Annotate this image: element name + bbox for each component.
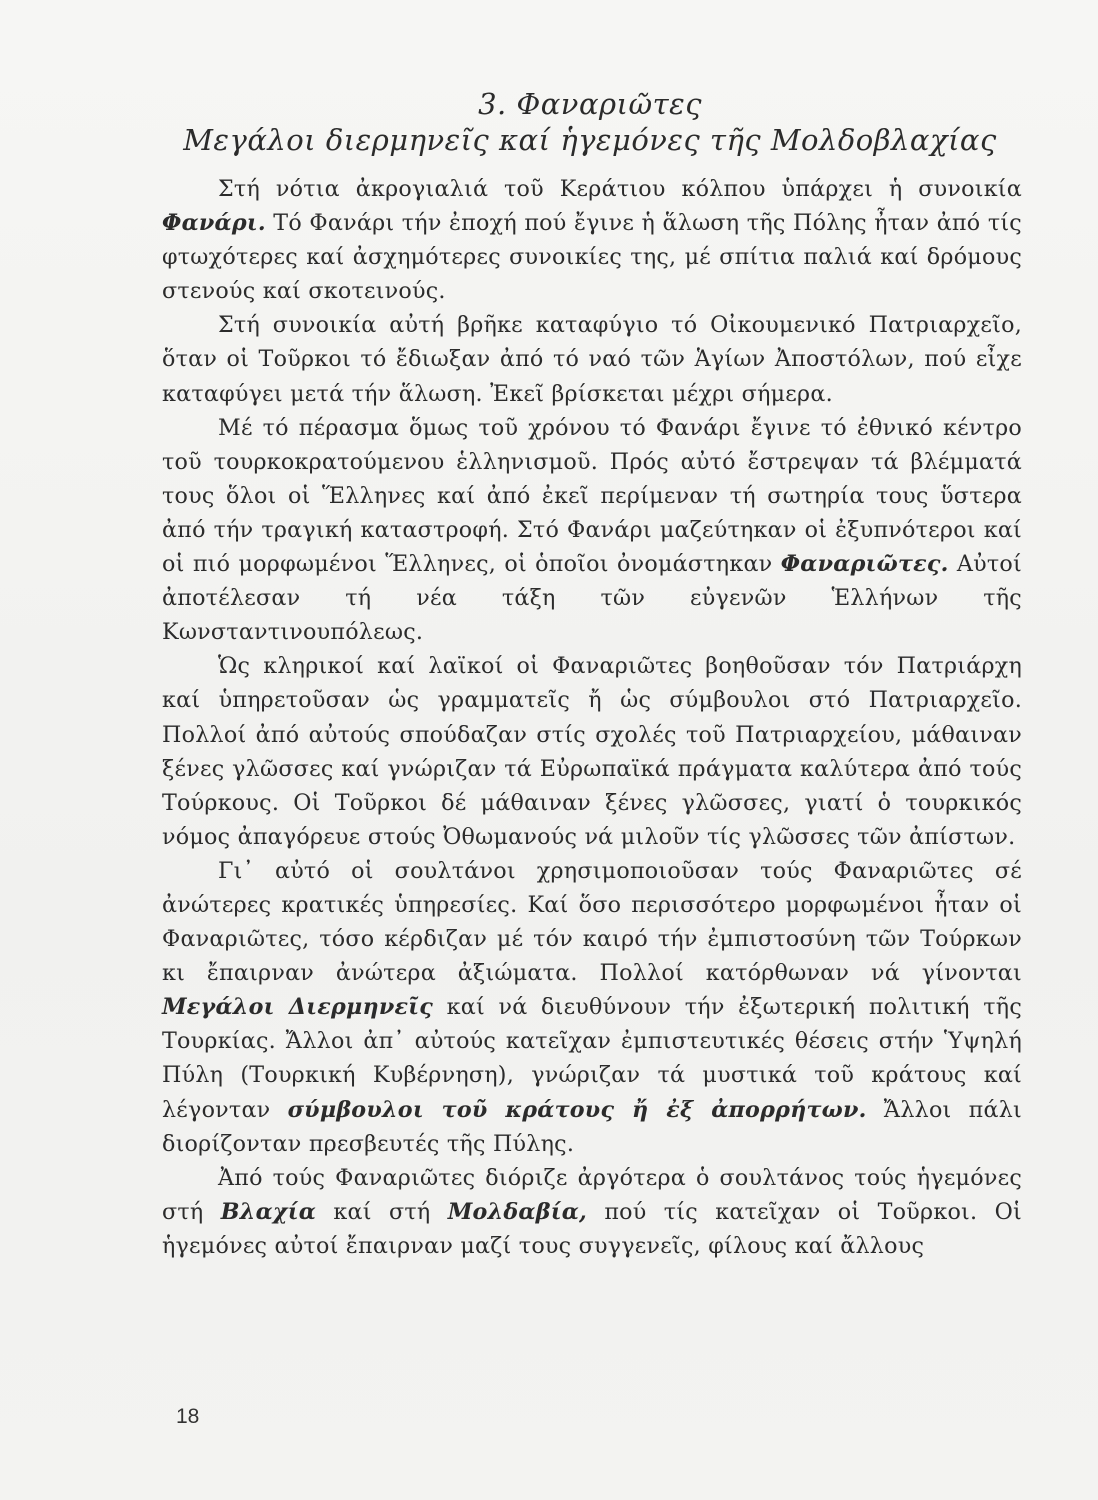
emphasis-megaloi-diermineis: Μεγάλοι Διερμηνεῖς (162, 994, 434, 1021)
paragraph-3 (162, 411, 1022, 650)
text-segment: Γι᾽ αὐτό οἱ σουλτάνοι χρησιμοποιοῦσαν τούς Φαναριῶτες σέ ἀνώτερες κρατικές ὑπηρεσίες. Καί ὅσο περισσότερο μορφωμένοι ἦταν οἱ Φαναριῶτες, τόσο κέρδιζαν μέ τόν καιρό τήν ἐμπιστοσύνη τῶν Τούρκων κι ἔπαιρναν ἀνώτερα ἀξιώματα. Πολλοί κατόρθωναν νά γίνονται (162, 857, 1022, 987)
text-segment: Ὡς κληρικοί καί λαϊκοί οἱ Φαναριῶτες βοηθοῦσαν τόν Πατριάρχη καί ὑπηρετοῦσαν ὡς γραμματεῖς ἤ ὡς σύμβουλοι στό Πατριαρχεῖο. Πολλοί ἀπό αὐτούς σπούδαζαν στίς σχολές τοῦ Πατριαρχείου, μάθαιναν ξένες γλῶσσες καί γνώριζαν τά Εὐρωπαϊκά πράγματα καλύτερα ἀπό τούς Τούρκους. Οἱ Τοῦρκοι δέ μάθαιναν ξένες γλῶσσες, γιατί ὁ τουρκικός νόμος ἀπαγόρευε στούς Ὀθωμανούς νά μιλοῦν τίς γλῶσσες τῶν ἀπίστων. (162, 653, 1022, 850)
chapter-title (160, 86, 1020, 158)
paragraph-2 (162, 308, 1022, 410)
text-segment: καί νά διευθύνουν τήν ἐξωτερική πολιτική τῆς Τουρκίας. Ἄλλοι ἀπ᾽ αὐτούς κατεῖχαν ἐμπιστευτικές θέσεις στήν Ὑψηλή Πύλη (Τουρκική Κυβέρνηση), γνώριζαν τά μυστικά τοῦ κράτους καί λέγονταν (162, 994, 1022, 1123)
emphasis-symvouloi: σύμβουλοι τοῦ κράτους ἤ ἐξ ἀπορρήτων. (287, 1096, 867, 1123)
text-segment: Τό Φανάρι τήν ἐποχή πού ἔγινε ἡ ἅλωση τῆς Πόλης ἦταν ἀπό τίς φτωχότερες καί ἀσχημότερες συνοικίες της, μέ σπίτια παλιά καί δρόμους στενούς καί σκοτεινούς. (162, 210, 1022, 305)
chapter-title-subtitle: Μεγάλοι διερμηνεῖς καί ἡγεμόνες τῆς Μολδοβλαχίας (183, 123, 997, 157)
text-segment: πού τίς κατεῖχαν οἱ Τοῦρκοι. Οἱ ἡγεμόνες αὐτοί ἔπαιρναν μαζί τους συγγενεῖς, φίλους καί ἄλλους (162, 1198, 1022, 1259)
chapter-title-number: 3. Φαναριῶτες (478, 87, 702, 121)
text-segment: Στή νότια ἀκρογιαλιά τοῦ Κεράτιου κόλπου ὑπάρχει ἡ συνοικία (218, 176, 1022, 202)
paragraph-1 (162, 172, 1022, 308)
emphasis-fanari: Φανάρι. (162, 210, 266, 237)
emphasis-fanariotes: Φαναριῶτες. (780, 551, 949, 578)
paragraph-6 (162, 1161, 1022, 1263)
text-segment: Αὐτοί ἀποτέλεσαν τή νέα τάξη τῶν εὐγενῶν Ἑλλήνων τῆς Κωνσταντινουπόλεως. (162, 551, 1022, 646)
text-segment: Μέ τό πέρασμα ὅμως τοῦ χρόνου τό Φανάρι ἔγινε τό ἐθνικό κέντρο τοῦ τουρκοκρατούμενου ἑλληνισμοῦ. Πρός αὐτό ἔστρεψαν τά βλέμματά τους ὅλοι οἱ Ἕλληνες καί ἀπό ἐκεῖ περίμεναν τή σωτηρία τους ὕστερα ἀπό τήν τραγική καταστροφή. Στό Φανάρι μαζεύτηκαν οἱ ἐξυπνότεροι καί οἱ πιό μορφωμένοι Ἕλληνες, οἱ ὁποῖοι ὀνομάστηκαν (162, 414, 1022, 578)
emphasis-moldavia: Μολδαβία, (447, 1198, 588, 1225)
page-number: 18 (176, 1405, 200, 1428)
text-segment: καί στή (316, 1198, 448, 1225)
text-segment: Ἀπό τούς Φαναριῶτες διόριζε ἀργότερα ὁ σουλτάνος τούς ἡγεμόνες στή (162, 1164, 1022, 1225)
paragraph-5 (162, 854, 1022, 1161)
text-segment: Ἄλλοι πάλι διορίζονταν πρεσβευτές τῆς Πύλης. (162, 1096, 1022, 1157)
text-segment: Στή συνοικία αὐτή βρῆκε καταφύγιο τό Οἰκουμενικό Πατριαρχεῖο, ὅταν οἱ Τοῦρκοι τό ἔδιωξαν ἀπό τό ναό τῶν Ἁγίων Ἀποστόλων, πού εἶχε καταφύγει μετά τήν ἅλωση. Ἐκεῖ βρίσκεται μέχρι σήμερα. (162, 312, 1022, 407)
paragraph-4 (162, 649, 1022, 854)
emphasis-vlachia: Βλαχία (220, 1198, 317, 1225)
body-text (162, 172, 1022, 1263)
